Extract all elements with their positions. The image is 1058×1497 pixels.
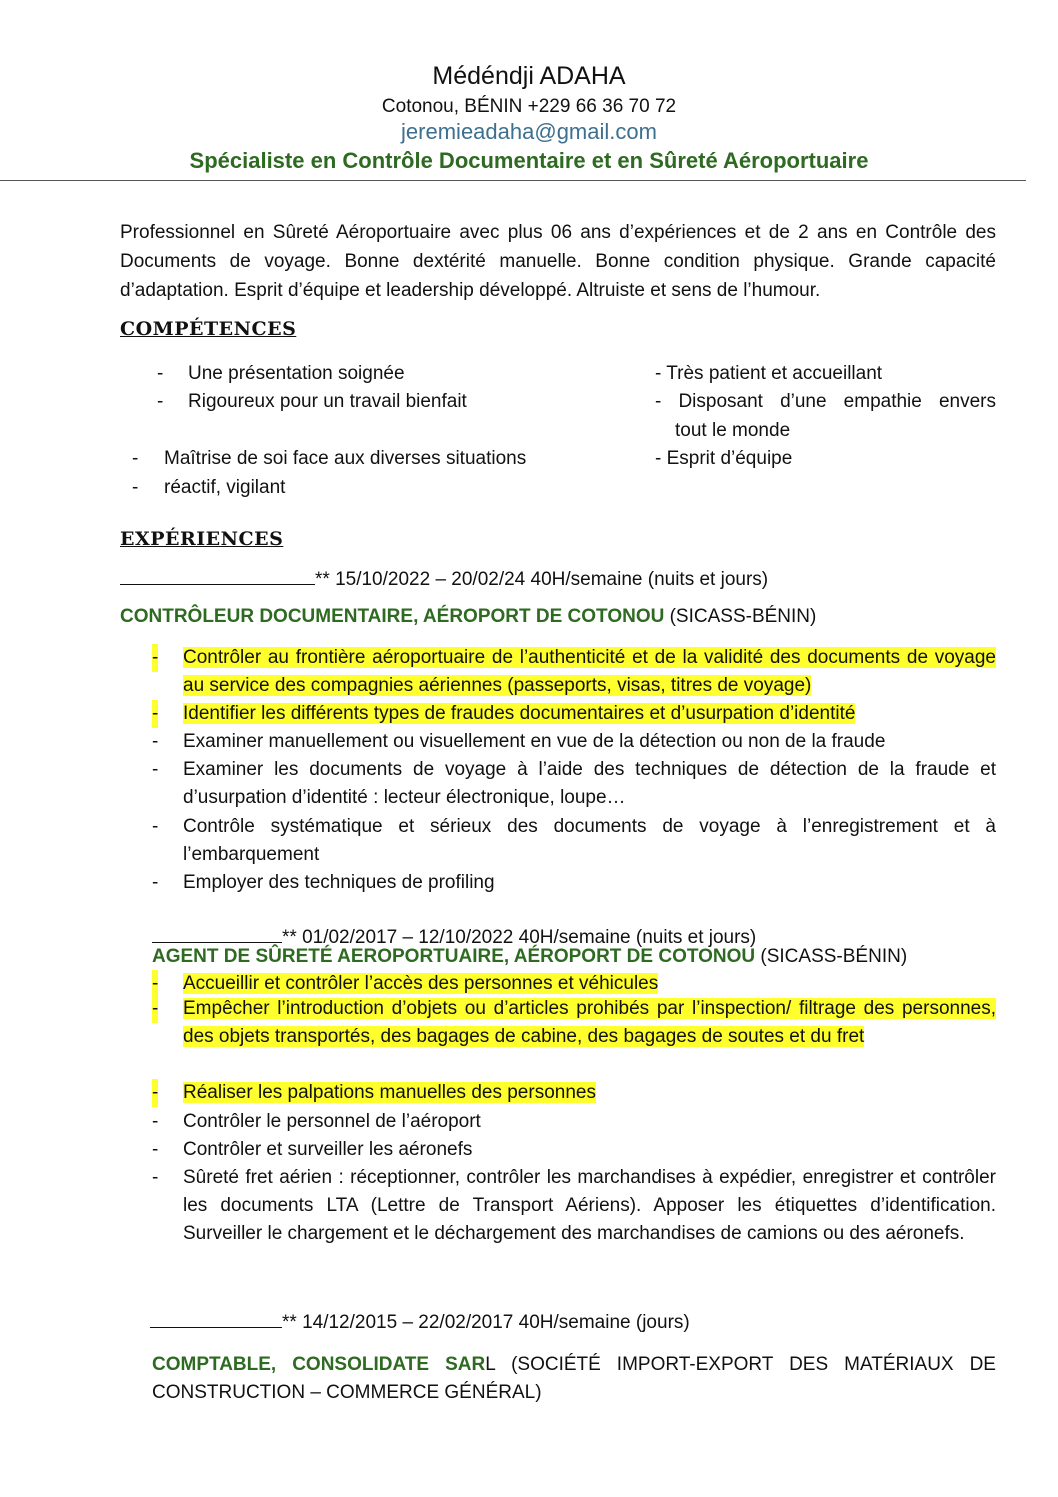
- bullet-dash: -: [152, 995, 158, 1023]
- bullet-dash: -: [152, 700, 158, 728]
- bullet-dash: -: [152, 1111, 159, 1132]
- professional-headline: Spécialiste en Contrôle Documentaire et en Sûreté Aéroportuaire: [189, 148, 869, 173]
- email-link[interactable]: jeremieadaha@gmail.com: [401, 119, 657, 144]
- bullet-dash: -: [152, 644, 158, 672]
- skill-item-right: - Esprit d’équipe: [655, 448, 793, 469]
- bullet-dash: -: [152, 759, 159, 780]
- skill-label: Maîtrise de soi face aux diverses situations: [164, 448, 527, 469]
- skill-item-right-continued: tout le monde: [675, 420, 791, 441]
- bullet-dash: -: [152, 731, 159, 752]
- bullet-dash: -: [152, 816, 159, 837]
- period-text: ** 15/10/2022 – 20/02/24 40H/semaine (nuits et jours): [315, 569, 769, 590]
- task-text: Examiner manuellement ou visuellement en vue de la détection ou non de la fraude: [183, 731, 886, 752]
- job-role: COMPTABLE, CONSOLIDATE SAR: [152, 1354, 486, 1375]
- bullet-dash: -: [132, 448, 139, 469]
- period-text: ** 01/02/2017 – 12/10/2022 40H/semaine (nuits et jours): [282, 927, 757, 948]
- task-text: Contrôler au frontière aéroportuaire de l’authenticité et de la validité des documents de voyage au service des compagnies aériennes (passeports, visas, titres de voyage): [183, 647, 996, 696]
- skill-label: Une présentation soignée: [188, 363, 405, 384]
- competences-heading: COMPÉTENCES: [120, 318, 297, 340]
- task-text: Contrôle systématique et sérieux des documents de voyage à l’enregistrement et à l’embarquement: [183, 816, 996, 865]
- bullet-dash: -: [157, 363, 164, 384]
- job-employer: (SICASS-BÉNIN): [664, 606, 817, 627]
- underline-blank: [152, 924, 282, 943]
- skill-label: Rigoureux pour un travail bienfait: [188, 391, 467, 412]
- job-employer: L (SOCIÉTÉ IMPORT-EXPORT DES MATÉRIAUX DE CONSTRUCTION – COMMERCE GÉNÉRAL): [152, 1354, 996, 1403]
- task-text: Identifier les différents types de fraudes documentaires et d’usurpation d’identité: [183, 703, 856, 724]
- period-text: ** 14/12/2015 – 22/02/2017 40H/semaine (jours): [282, 1312, 690, 1333]
- task-text: Employer des techniques de profiling: [183, 872, 495, 893]
- bullet-dash: -: [152, 1079, 158, 1107]
- task-text: Examiner les documents de voyage à l’aide des techniques de détection de la fraude et d’usurpation d’identité : lecteur électronique, loupe…: [183, 759, 996, 808]
- job-period: [150, 1309, 690, 1334]
- skill-item-right: - Disposant d’une empathie envers: [655, 391, 996, 412]
- header-divider: [0, 180, 1026, 181]
- bullet-dash: -: [132, 477, 139, 498]
- job-role: CONTRÔLEUR DOCUMENTAIRE, AÉROPORT DE COTONOU: [120, 606, 665, 627]
- job-title-line: [152, 946, 907, 968]
- skill-item-right: - Très patient et accueillant: [655, 363, 883, 384]
- skill-label: réactif, vigilant: [164, 477, 286, 498]
- job-title-line: [152, 1351, 996, 1407]
- experiences-heading: EXPÉRIENCES: [120, 528, 284, 550]
- task-text: Contrôler et surveiller les aéronefs: [183, 1139, 473, 1160]
- task-text: Accueillir et contrôler l’accès des personnes et véhicules: [183, 973, 659, 994]
- underline-blank: [120, 566, 315, 585]
- profile-summary: Professionnel en Sûreté Aéroportuaire avec plus 06 ans d’expériences et de 2 ans en Contrôle des Documents de voyage. Bonne dextérité manuelle. Bonne condition physique. Grande capacité d’adaptation. Esprit d’équipe et leadership développé. Altruiste et sens de l’humour.: [120, 222, 996, 301]
- task-text: Réaliser les palpations manuelles des personnes: [183, 1082, 596, 1103]
- task-text: Contrôler le personnel de l’aéroport: [183, 1111, 481, 1132]
- job-period: [120, 566, 768, 591]
- task-text: Sûreté fret aérien : réceptionner, contrôler les marchandises à expédier, enregistrer et contrôler les documents LTA (Lettre de Transport Aériens). Apposer les étiquettes d’identification. Surveiller le chargement et le déchargement des marchandises de camions ou des aéronefs.: [183, 1167, 996, 1244]
- job-role: AGENT DE SÛRETÉ AEROPORTUAIRE, AÉROPORT DE COTONOU: [152, 946, 756, 967]
- bullet-dash: -: [152, 1139, 159, 1160]
- bullet-dash: -: [152, 872, 159, 893]
- underline-blank: [150, 1309, 282, 1328]
- bullet-dash: -: [152, 970, 158, 998]
- job-title-line: [120, 606, 816, 628]
- task-text: Empêcher l’introduction d’objets ou d’articles prohibés par l’inspection/ filtrage des personnes, des objets transportés, des bagages de cabine, des bagages de soutes et du fret: [183, 998, 996, 1047]
- candidate-name: Médéndji ADAHA: [432, 62, 626, 90]
- bullet-dash: -: [157, 391, 164, 412]
- contact-line: Cotonou, BÉNIN +229 66 36 70 72: [381, 96, 677, 117]
- job-employer: (SICASS-BÉNIN): [755, 946, 908, 967]
- bullet-dash: -: [152, 1167, 159, 1188]
